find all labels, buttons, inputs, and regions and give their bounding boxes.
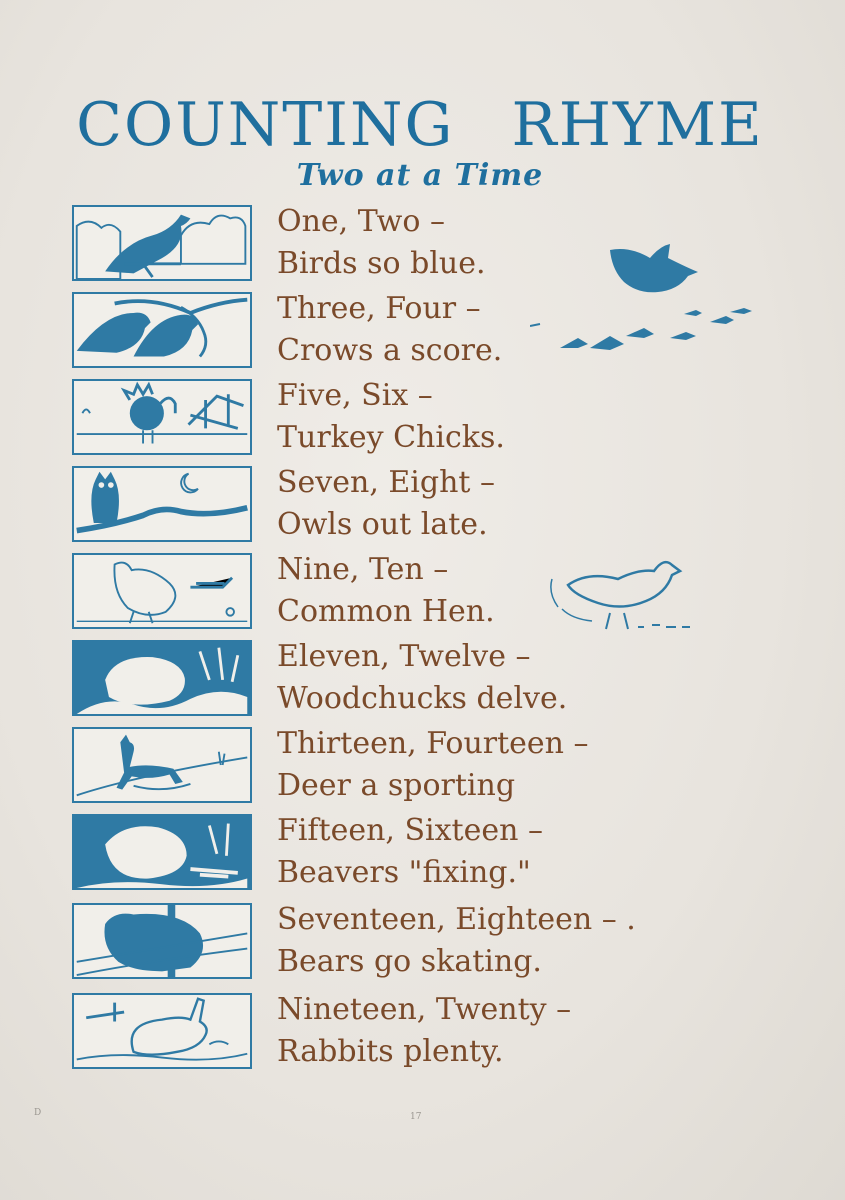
deer-icon <box>72 727 252 803</box>
verse-line-1: Nine, Ten – <box>277 552 449 587</box>
page-subtitle: Two at a Time <box>296 158 544 193</box>
turkey-icon <box>72 379 252 455</box>
verse-text <box>277 636 567 720</box>
verse-row-8 <box>72 814 712 896</box>
verse-line-1: Five, Six – <box>277 378 433 413</box>
page-number: 17 <box>410 1112 422 1122</box>
verse-line-2: Deer a sporting <box>277 768 516 803</box>
verse-line-2: Beavers "fixing." <box>277 855 531 890</box>
verse-text <box>277 375 505 459</box>
verse-line-2: Bears go skating. <box>277 944 542 979</box>
verse-line-1: Fifteen, Sixteen – <box>277 813 543 848</box>
flying-birds-illustration <box>530 228 770 368</box>
verse-line-1: Seven, Eight – <box>277 465 496 500</box>
beaver-icon <box>72 814 252 890</box>
hen-illustration <box>548 555 698 635</box>
verse-row-3 <box>72 379 712 461</box>
verse-text <box>277 462 495 546</box>
verse-line-2: Rabbits plenty. <box>277 1034 504 1069</box>
verse-line-1: Eleven, Twelve – <box>277 639 531 674</box>
verse-text <box>277 899 636 983</box>
hen-icon <box>72 553 252 629</box>
verse-row-7 <box>72 727 712 809</box>
page-title: COUNTING RHYME <box>76 90 764 160</box>
signature-mark: D <box>34 1108 42 1118</box>
verse-line-1: Nineteen, Twenty – <box>277 992 572 1027</box>
rabbit-icon <box>72 993 252 1069</box>
bear-icon <box>72 903 252 979</box>
verse-line-1: Three, Four – <box>277 291 481 326</box>
verse-line-2: Birds so blue. <box>277 246 486 281</box>
verse-text <box>277 723 589 807</box>
verse-row-9 <box>72 903 712 985</box>
verse-line-1: One, Two – <box>277 204 445 239</box>
owl-icon <box>72 466 252 542</box>
verse-text <box>277 201 486 285</box>
verse-row-6 <box>72 640 712 722</box>
verse-text <box>277 989 571 1073</box>
verse-row-10 <box>72 993 712 1075</box>
verse-line-2: Turkey Chicks. <box>277 420 505 455</box>
verse-text <box>277 288 502 372</box>
verse-line-2: Common Hen. <box>277 594 495 629</box>
verse-row-4 <box>72 466 712 548</box>
verse-text <box>277 549 495 633</box>
verse-line-2: Woodchucks delve. <box>277 681 568 716</box>
verse-line-2: Crows a score. <box>277 333 503 368</box>
verse-line-2: Owls out late. <box>277 507 488 542</box>
woodchuck-icon <box>72 640 252 716</box>
verse-line-1: Thirteen, Fourteen – <box>277 726 589 761</box>
verse-text <box>277 810 543 894</box>
verse-line-1: Seventeen, Eighteen – . <box>277 902 636 937</box>
bluebird-icon <box>72 205 252 281</box>
crows-icon <box>72 292 252 368</box>
